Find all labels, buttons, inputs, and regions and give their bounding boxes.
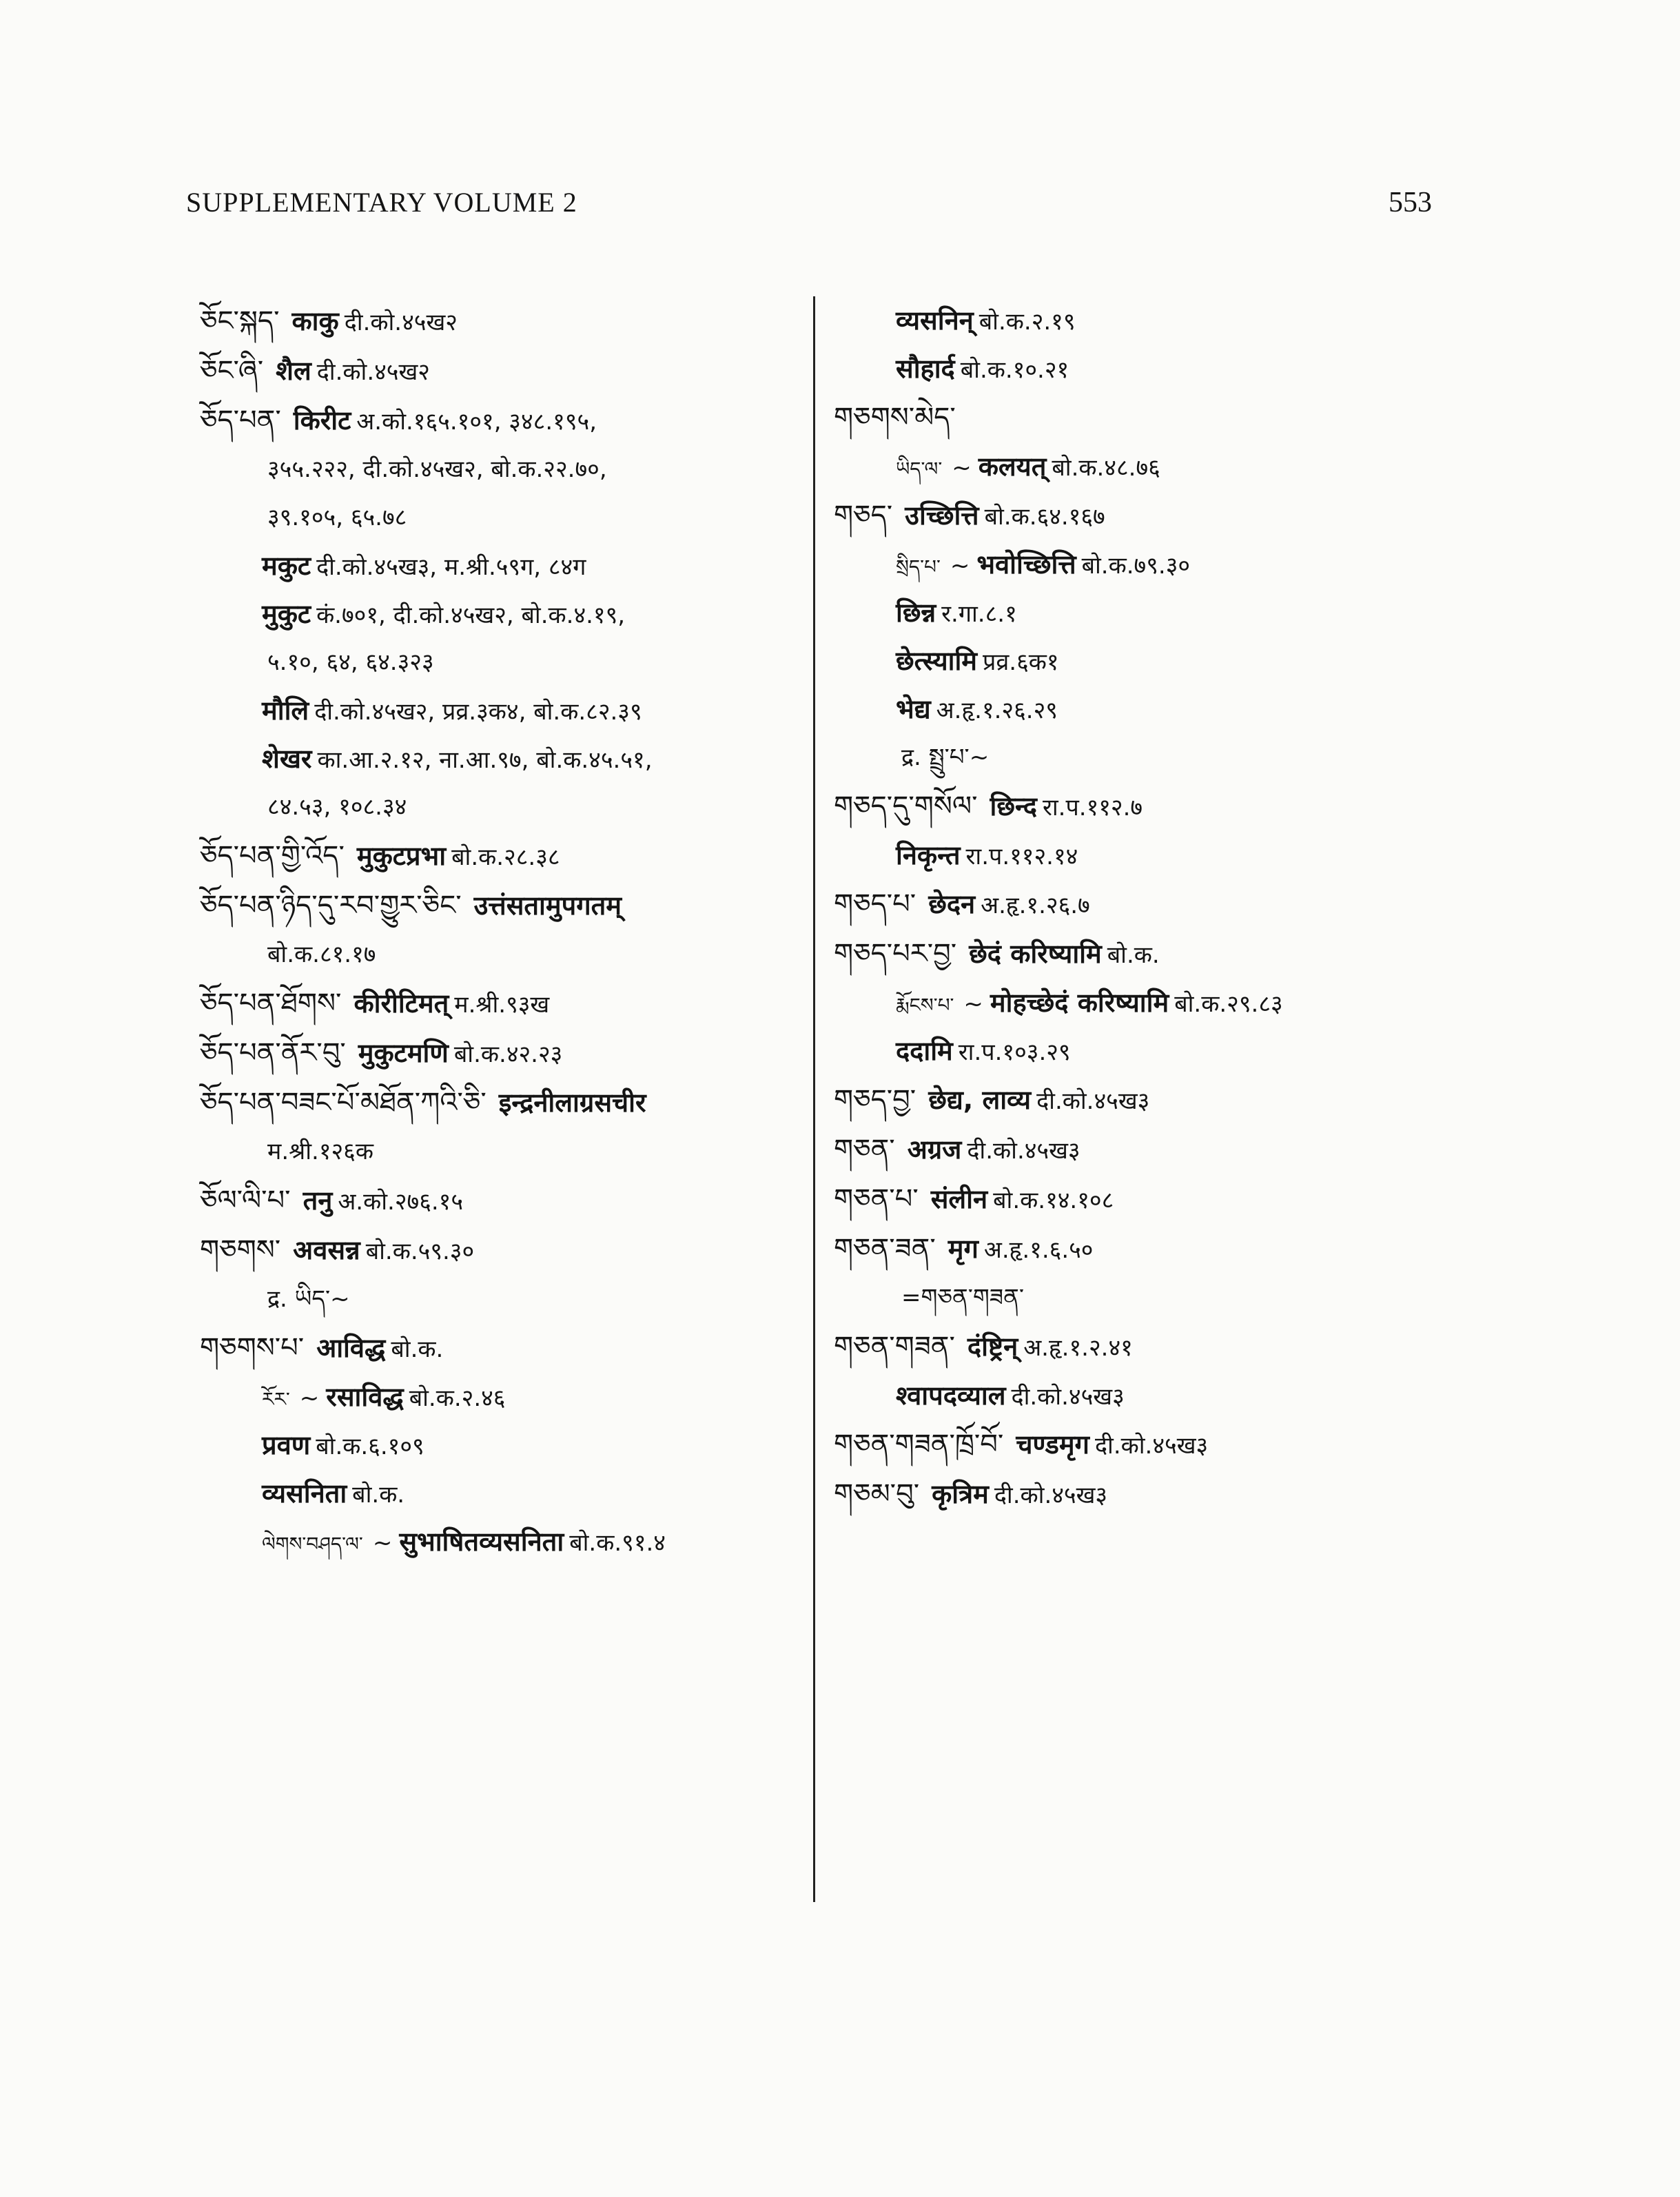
sanskrit-equivalent: मोहच्छेदं करिष्यामि [990, 988, 1169, 1018]
dictionary-entry-line [200, 542, 806, 590]
dictionary-entry-line [200, 638, 806, 686]
tibetan-headword: གཅན་ཟན་ [834, 1233, 936, 1265]
dictionary-entry-line [834, 1371, 1440, 1420]
tilde-mark: ~ [952, 454, 972, 482]
source-reference: अ.हृ.१.२६.७ [981, 892, 1090, 919]
source-reference: बो.क. [352, 1481, 405, 1509]
source-reference: अ.को.१६५.१०१, ३४८.१९५, [356, 408, 597, 436]
left-column [200, 296, 806, 1566]
source-reference: दी.को.४५ख३ [1036, 1087, 1150, 1115]
sanskrit-equivalent: दंष्ट्रिन् [967, 1331, 1018, 1362]
sanskrit-equivalent: छिन्न [896, 597, 936, 628]
source-reference: बो.क.४८.७६ [1052, 454, 1160, 482]
tibetan-headword: གཅད་པར་བྱ་ [834, 938, 957, 970]
dictionary-entry-line [834, 393, 1440, 442]
dictionary-entry-line [200, 1469, 806, 1518]
sanskrit-equivalent: मुकुटप्रभा [356, 841, 447, 871]
tibetan-headword: ལེགས་བཤད་ལ་ [262, 1533, 363, 1555]
tibetan-headword: ཅོད་པན་ཐོགས་ [200, 988, 342, 1019]
page-number: 553 [1389, 187, 1432, 218]
dictionary-entry-line [834, 1174, 1440, 1224]
dictionary-entry-line [200, 1275, 806, 1323]
source-reference: दी.को.४५ख३ [1011, 1383, 1125, 1411]
dictionary-entry-line [200, 783, 806, 831]
source-reference: बो.क.१०.२१ [960, 356, 1069, 384]
sanskrit-equivalent: कृत्रिम [932, 1479, 989, 1509]
source-reference: अ.हृ.१.२.४१ [1023, 1334, 1133, 1362]
tibetan-headword: ཅོང་ཞི་ [200, 355, 264, 387]
sanskrit-equivalent: कीरीटिमत् [354, 988, 449, 1019]
dictionary-entry-line [834, 1125, 1440, 1174]
dictionary-entry-line [834, 831, 1440, 879]
source-reference: बो.क.१४.१०८ [993, 1187, 1114, 1214]
dictionary-entry-line [200, 296, 806, 346]
dictionary-entry-line [834, 345, 1440, 393]
dictionary-entry-line [834, 589, 1440, 637]
source-reference: दी.को.४५ख३ [967, 1137, 1080, 1165]
sanskrit-equivalent: उच्छित्ति [905, 500, 979, 531]
tilde-mark: ~ [963, 990, 983, 1018]
dictionary-entry-line [200, 346, 806, 396]
tibetan-headword: གཅད་བྱ་ [834, 1084, 916, 1116]
dictionary-entry-line [834, 1224, 1440, 1274]
dictionary-entry-line [834, 1469, 1440, 1519]
source-reference: दी.को.४५ख३, म.श्री.५९ग, ८४ग [316, 553, 586, 581]
sanskrit-equivalent: अवसन्न [293, 1235, 360, 1265]
sanskrit-equivalent: श्वापदव्याल [896, 1380, 1006, 1411]
sanskrit-equivalent: आविद्ध [316, 1333, 386, 1363]
sanskrit-equivalent: छेदं करिष्यामि [969, 939, 1102, 969]
dictionary-entry-line [834, 685, 1440, 733]
dictionary-entry-line [200, 831, 806, 881]
dictionary-entry-line [834, 979, 1440, 1027]
source-reference: ५.१०, ६४, ६४.३२३ [267, 648, 434, 676]
source-reference: ८४.५३, १०८.३४ [267, 793, 407, 821]
tibetan-headword: གཅན་ [834, 1134, 895, 1165]
sanskrit-equivalent: उत्तंसतामुपगतम् [473, 890, 622, 921]
sanskrit-equivalent: छेदन [928, 889, 976, 919]
sanskrit-equivalent: छेत्स्यामि [896, 646, 978, 676]
sanskrit-equivalent: चण्डमृग [1016, 1429, 1089, 1460]
tilde-mark: ~ [950, 552, 970, 580]
dictionary-entry-line [200, 1028, 806, 1078]
sanskrit-equivalent: व्यसनिन् [896, 305, 974, 336]
sanskrit-equivalent: मकुट [262, 551, 311, 581]
sanskrit-equivalent: इन्द्रनीलाग्रसचीर [498, 1087, 646, 1118]
source-reference: बो.क.६.१०९ [316, 1433, 424, 1460]
source-reference: बो.क.८१.१७ [267, 941, 376, 968]
source-reference: बो.क.७९.३० [1081, 552, 1191, 580]
sanskrit-equivalent: भेद्य [896, 694, 931, 724]
dictionary-entry-line [200, 445, 806, 493]
tibetan-headword: ཡིད་ལ་ [896, 458, 943, 480]
sanskrit-equivalent: मुकुट [262, 599, 311, 629]
source-reference: रा.प.११२.७ [1042, 794, 1143, 821]
tibetan-headword: ཅོད་པན་ [200, 405, 281, 436]
tibetan-headword: གཅད་ [834, 500, 893, 531]
source-reference: ३५५.२२२, दी.को.४५ख२, बो.क.२२.७०, [267, 456, 607, 483]
source-reference: अ.को.२७६.१५ [338, 1188, 464, 1216]
sanskrit-equivalent: तनु [303, 1185, 333, 1216]
sanskrit-equivalent: प्रवण [262, 1430, 311, 1460]
sanskrit-equivalent: मुकुटमणि [358, 1038, 449, 1068]
source-reference: दी.को.४५ख३ [994, 1482, 1108, 1509]
source-reference: बो.क.५९.३० [365, 1238, 475, 1265]
dictionary-entry-line [834, 1420, 1440, 1469]
source-reference: प्रव्र.६क१ [983, 648, 1059, 676]
dictionary-entry-line [200, 1225, 806, 1275]
tibetan-headword: སྲིད་པ་ [896, 555, 941, 578]
source-reference: बो.क.६४.१६७ [984, 503, 1105, 531]
dictionary-entry-line [200, 1518, 806, 1566]
tibetan-headword: གཅད་པ་ [834, 888, 916, 920]
column-divider [813, 296, 815, 1902]
source-reference: बो.क.४२.२३ [453, 1041, 563, 1068]
dictionary-entry-line [834, 1027, 1440, 1075]
source-reference: दी.को.४५ख२ [344, 309, 458, 336]
dictionary-entry-line [834, 879, 1440, 929]
tibetan-headword: གཅགས་མེད་ [834, 402, 956, 433]
tibetan-headword: གཅགས་ [200, 1234, 281, 1266]
sanskrit-equivalent: छिन्द [990, 791, 1037, 821]
sanskrit-equivalent: निकृन्त [896, 840, 961, 870]
tibetan-headword: གཅན་གཟན་ཁྲོ་བོ་ [834, 1429, 1004, 1460]
dictionary-entry-line [834, 1322, 1440, 1371]
dictionary-entry-line [200, 1373, 806, 1421]
source-reference: म.श्री.९३ख [454, 991, 550, 1019]
source-reference: म.श्री.१२६क [267, 1138, 373, 1165]
tibetan-headword: རྨོངས་པ་ [896, 994, 954, 1016]
dictionary-entry-line [834, 781, 1440, 831]
source-reference: र.गा.८.१ [941, 600, 1017, 628]
dictionary-entry-line [834, 296, 1440, 345]
tibetan-headword: གཅན་པ་ [834, 1183, 919, 1215]
tibetan-headword: གཅན་གཟན་ [834, 1331, 955, 1362]
dictionary-entry-line [834, 929, 1440, 979]
dictionary-entry-line [200, 881, 806, 930]
tibetan-headword: གཅམ་བུ་ [834, 1478, 920, 1510]
sanskrit-equivalent: शैल [276, 356, 311, 386]
dictionary-entry-line [200, 1127, 806, 1176]
source-reference: द्र. ཡིད་~ [267, 1285, 350, 1313]
source-reference: रा.प.११२.१४ [965, 843, 1078, 870]
source-reference: बो.क.२९.८३ [1174, 990, 1283, 1018]
sanskrit-equivalent: सौहार्द [896, 354, 955, 384]
right-column [834, 296, 1440, 1519]
source-reference: द्र. སྤྲུ་པ་~ [901, 744, 990, 771]
dictionary-entry-line [834, 637, 1440, 685]
source-reference: अ.हृ.१.६.५० [983, 1236, 1094, 1264]
source-reference: दी.को.४५ख२, प्रव्र.३क४, बो.क.८२.३९ [314, 698, 642, 726]
sanskrit-equivalent: किरीट [293, 405, 351, 436]
sanskrit-equivalent: मृग [947, 1234, 979, 1264]
dictionary-entry-line [200, 493, 806, 542]
source-reference: रा.प.१०३.२९ [958, 1039, 1071, 1066]
source-reference: बो.क.२.४६ [409, 1384, 506, 1412]
sanskrit-equivalent: संलीन [930, 1184, 988, 1214]
source-reference: बो.क.९१.४ [569, 1529, 666, 1557]
source-reference: दी.को.४५ख२ [316, 358, 430, 386]
sanskrit-equivalent: व्यसनिता [262, 1478, 347, 1509]
sanskrit-equivalent: रसाविद्ध [326, 1382, 404, 1412]
source-reference: ३९.१०५, ६५.७८ [267, 504, 407, 531]
source-reference: का.आ.२.१२, ना.आ.९७, बो.क.४५.५१, [317, 746, 653, 774]
dictionary-entry-line [200, 396, 806, 445]
source-reference: बो.क.२८.३८ [451, 844, 560, 871]
source-reference: अ.हृ.१.२६.२९ [936, 697, 1058, 724]
dictionary-entry-line [200, 1176, 806, 1225]
source-reference: बो.क. [391, 1336, 444, 1363]
sanskrit-equivalent: अग्रज [907, 1134, 962, 1165]
tibetan-headword: ཅོལ་ལི་པ་ [200, 1185, 291, 1216]
tibetan-headword: གཅགས་པ་ [200, 1332, 305, 1364]
dictionary-entry-line [834, 540, 1440, 589]
tibetan-headword: ཅོད་པན་བཟང་པོ་མཐོན་ཀའི་ཅི་ [200, 1087, 486, 1118]
dictionary-entry-line [200, 1078, 806, 1127]
dictionary-entry-line [200, 979, 806, 1028]
sanskrit-equivalent: काकु [291, 306, 339, 336]
sanskrit-equivalent: ददामि [896, 1036, 953, 1066]
page-header [186, 186, 1432, 234]
dictionary-entry-line [200, 1323, 806, 1373]
dictionary-entry-line [200, 1421, 806, 1469]
source-reference: =གཅན་གཟན་ [901, 1284, 1024, 1311]
dictionary-entry-line [834, 442, 1440, 491]
sanskrit-equivalent: छेद्य, लाव्य [928, 1085, 1032, 1115]
dictionary-entry-line [834, 491, 1440, 540]
source-reference: बो.क. [1107, 941, 1160, 969]
running-title: SUPPLEMENTARY VOLUME 2 [186, 187, 577, 218]
dictionary-entry-line [834, 1075, 1440, 1125]
sanskrit-equivalent: मौलि [262, 695, 309, 726]
tibetan-headword: གཅད་དུ་གསོལ་ [834, 790, 978, 822]
tibetan-headword: ཅོད་པན་གྱི་འོད་ [200, 840, 345, 872]
dictionary-entry-line [834, 733, 1440, 781]
tibetan-headword: ཅོད་པན་ཉིད་དུ་རབ་གྱུར་ཅིང་ [200, 890, 462, 921]
source-reference: दी.को.४५ख३ [1094, 1432, 1209, 1460]
dictionary-entry-line [834, 1274, 1440, 1322]
source-reference: कं.७०१, दी.को.४५ख२, बो.क.४.१९, [316, 602, 626, 629]
sanskrit-equivalent: सुभाषितव्यसनिता [399, 1526, 564, 1557]
tibetan-headword: རོར་ [262, 1388, 290, 1411]
sanskrit-equivalent: शेखर [262, 744, 312, 774]
tilde-mark: ~ [372, 1529, 393, 1557]
dictionary-entry-line [200, 590, 806, 638]
sanskrit-equivalent: भवोच्छित्ति [976, 549, 1076, 580]
tilde-mark: ~ [299, 1384, 320, 1412]
dictionary-entry-line [200, 686, 806, 735]
source-reference: बो.क.२.१९ [979, 308, 1076, 336]
sanskrit-equivalent: कलयत् [978, 451, 1047, 482]
dictionary-entry-line [200, 735, 806, 783]
tibetan-headword: ཅོང་སྐད་ [200, 305, 280, 337]
tibetan-headword: ཅོད་པན་ནོར་བུ་ [200, 1037, 346, 1069]
dictionary-entry-line [200, 930, 806, 979]
